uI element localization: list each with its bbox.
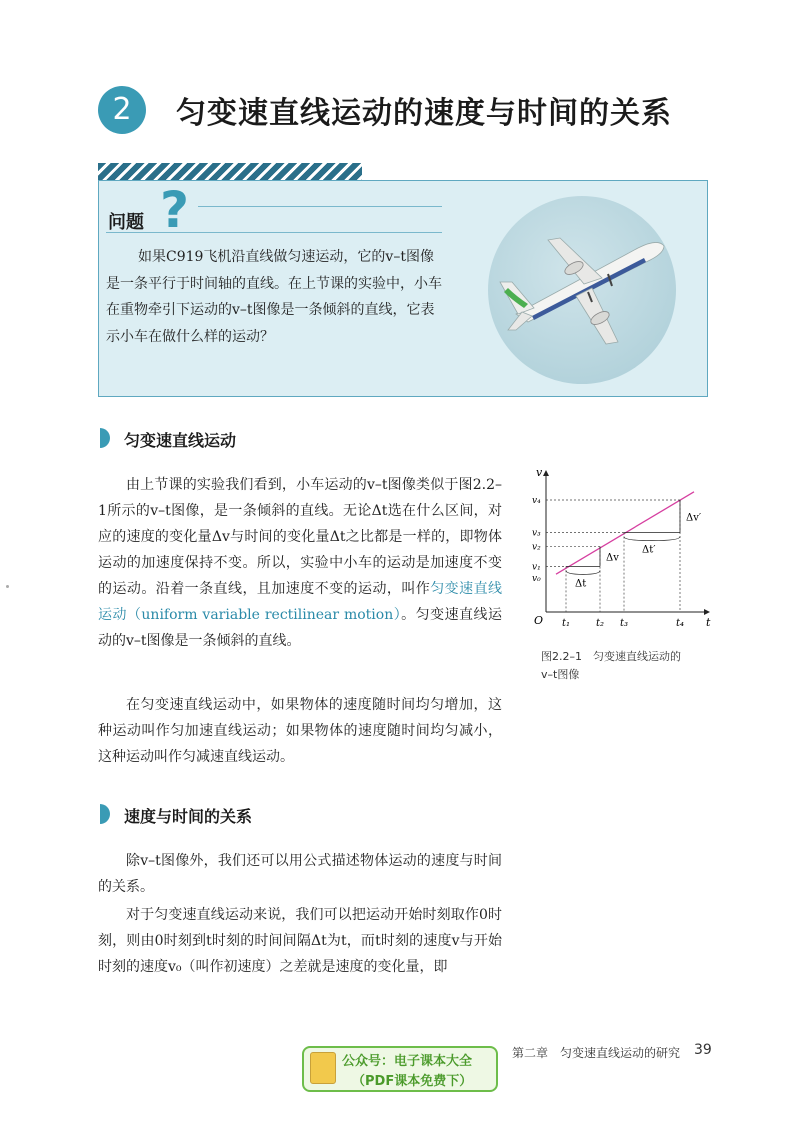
watermark-line: 公众号：电子课本大全 bbox=[342, 1054, 473, 1069]
problem-label: 问题 bbox=[108, 212, 144, 233]
origin-label: O bbox=[534, 614, 544, 627]
y-tick-label: v₃ bbox=[532, 528, 541, 539]
page-title: 匀变速直线运动的速度与时间的关系 bbox=[176, 96, 672, 131]
paragraph-text: 。匀变速直线运动的v–t图像是一条倾斜的直线。 bbox=[98, 607, 502, 649]
question-mark-icon: ? bbox=[160, 181, 190, 239]
section-marker-icon bbox=[100, 428, 110, 448]
paragraph: 对于匀变速直线运动来说，我们可以把运动开始时刻取作0时刻，则由0时刻到t时刻的时间间隔Δt为t，而t时刻的速度v与开始时刻的速度v₀（叫作初速度）之差就是速度的变化量，即 bbox=[98, 907, 502, 975]
vt-graph-svg bbox=[526, 464, 716, 634]
y-axis-arrow bbox=[543, 470, 549, 476]
page-number: 39 bbox=[694, 1042, 712, 1058]
section-number-badge: 2 bbox=[98, 86, 146, 134]
x-tick-label: t₂ bbox=[596, 618, 605, 629]
x-axis-arrow bbox=[704, 609, 710, 615]
airplane-photo bbox=[488, 196, 676, 384]
book-icon bbox=[310, 1052, 336, 1084]
y-tick-label: v₂ bbox=[532, 542, 541, 553]
section-marker-icon bbox=[100, 804, 110, 824]
footer-chapter: 第二章 匀变速直线运动的研究 bbox=[512, 1046, 681, 1060]
brace bbox=[624, 537, 680, 541]
paragraph bbox=[98, 472, 502, 654]
paragraph-text: 由上节课的实验我们看到，小车运动的v–t图像类似于图2.2–1所示的v–t图像，是一条倾斜的直线。无论Δt选在什么区间，对应的速度的变化量Δv与时间的变化量Δt之比都是一样的，即物体运动的加速度保持不变。所以，实验中小车的运动是加速度不变的运动。沿着一条直线，且加速度不变的运动，叫作 bbox=[98, 477, 502, 597]
annotation-label: Δt′ bbox=[642, 544, 656, 556]
airplane-icon bbox=[488, 196, 676, 384]
x-axis-label: t bbox=[706, 616, 711, 629]
key-term: 匀变速直线运动（uniform variable rectilinear motion） bbox=[98, 581, 503, 623]
figure-caption-line: 图2.2–1 匀变速直线运动的 bbox=[541, 650, 681, 663]
y-axis-label: v bbox=[536, 466, 543, 479]
annotation-label: Δv′ bbox=[686, 512, 702, 524]
section-heading: 匀变速直线运动 bbox=[124, 431, 237, 450]
y-tick-label: v₀ bbox=[532, 574, 541, 584]
figure-caption bbox=[541, 648, 741, 684]
paragraph: 除v–t图像外，我们还可以用公式描述物体运动的速度与时间的关系。 bbox=[98, 853, 502, 895]
annotation-label: Δv bbox=[606, 552, 619, 564]
annotation-label: Δt bbox=[575, 578, 587, 590]
x-tick-label: t₄ bbox=[676, 618, 685, 629]
margin-mark bbox=[6, 585, 9, 588]
stripe-decoration bbox=[98, 163, 362, 181]
section-heading: 速度与时间的关系 bbox=[124, 807, 253, 826]
paragraph: 在匀变速直线运动中，如果物体的速度随时间均匀增加，这种运动叫作匀加速直线运动；如果物体的速度随时间均匀减小，这种运动叫作匀减速直线运动。 bbox=[98, 697, 502, 765]
vt-line bbox=[556, 492, 694, 574]
vt-graph bbox=[526, 464, 716, 638]
problem-text: 如果C919飞机沿直线做匀速运动，它的v–t图像是一条平行于时间轴的直线。在上节课的实验中，小车在重物牵引下运动的v–t图像是一条倾斜的直线，它表示小车在做什么样的运动？ bbox=[106, 249, 442, 345]
figure-caption-line: v–t图像 bbox=[541, 668, 580, 681]
y-tick-label: v₁ bbox=[532, 562, 541, 573]
watermark-line: （PDF课本免费下） bbox=[352, 1074, 473, 1089]
x-tick-label: t₃ bbox=[620, 618, 629, 629]
y-tick-label: v₄ bbox=[532, 496, 541, 506]
divider bbox=[106, 232, 442, 233]
brace bbox=[566, 570, 600, 574]
divider bbox=[198, 206, 442, 207]
x-tick-label: t₁ bbox=[562, 618, 571, 629]
